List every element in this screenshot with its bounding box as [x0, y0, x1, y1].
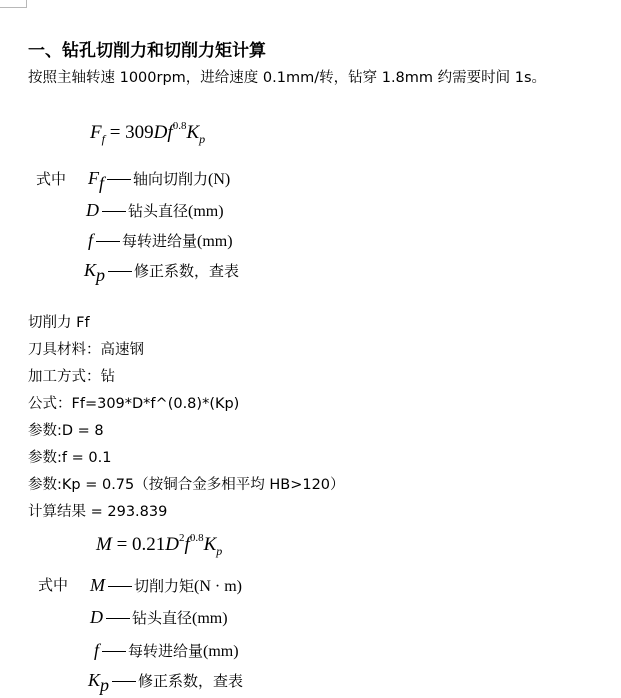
body-line: 公式：Ff=309*D*f^(0.8)*(Kp) [28, 396, 240, 412]
definition-row: f 每转进给量(mm) [94, 640, 239, 660]
definition-row: D 钻头直径(mm) [90, 607, 228, 627]
where-label-2: 式中 [38, 576, 69, 594]
definition-row: Kp 修正系数，查表 [84, 260, 240, 285]
definition-row: M 切削力矩(N · m) [90, 575, 242, 595]
body-line: 加工方式：钻 [28, 369, 115, 385]
body-line: 参数:D = 8 [28, 423, 104, 439]
definition-row: f 每转进给量(mm) [88, 230, 233, 250]
where-label: 式中 [36, 170, 67, 188]
section-heading: 一、钻孔切削力和切削力矩计算 [28, 41, 266, 61]
body-line: 计算结果 = 293.839 [28, 504, 168, 520]
definition-row: Kp 修正系数，查表 [88, 670, 244, 695]
intro-text: 按照主轴转速 1000rpm，进给速度 0.1mm/转，钻穿 1.8mm 约需要时间 1s。 [28, 70, 547, 86]
torque-formula: $M = 0.21D^2f^{0.8}K_p$ [96, 532, 223, 558]
body-line: 切削力 Ff [28, 315, 90, 331]
body-line: 参数:Kp = 0.75（按铜合金多相平均 HB>120） [28, 477, 345, 493]
definition-row: Ff 轴向切削力(N) [88, 168, 231, 193]
thrust-force-formula: $F_f = 309Df^{0.8}K_p$ [90, 120, 206, 146]
page-corner-mark [0, 0, 27, 8]
definition-row: D 钻头直径(mm) [86, 200, 224, 220]
body-line: 参数:f = 0.1 [28, 450, 112, 466]
body-line: 刀具材料：高速钢 [28, 342, 144, 358]
